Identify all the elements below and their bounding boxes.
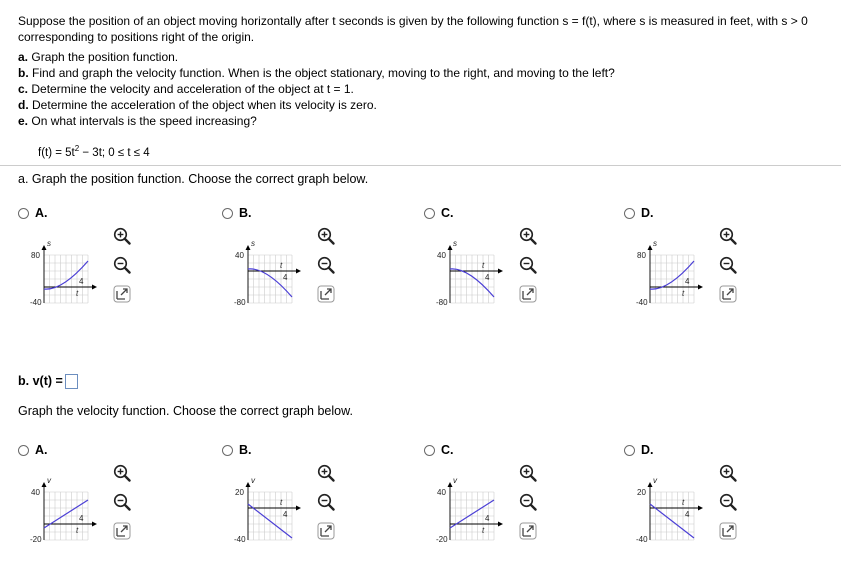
velocity-option-c-zoom-out-icon[interactable] [518,492,538,512]
position-option-b-bottom-tick: -80 [234,298,246,307]
part-a-text: a. Graph the position function. [18,50,179,64]
position-option-b-top-tick: 40 [235,251,244,260]
velocity-option-d-zoom-out-icon[interactable] [718,492,738,512]
velocity-option-b-label: B. [239,443,252,457]
velocity-option-a-radio[interactable] [18,445,29,456]
position-option-a-graph [30,237,100,309]
position-option-c-bottom-tick: -80 [436,298,448,307]
position-option-c-zoom-in-icon[interactable] [518,226,538,246]
velocity-option-c-label: C. [441,443,454,457]
velocity-option-d-label: D. [641,443,654,457]
position-option-c-radio[interactable] [424,208,435,219]
function-definition: $f(t) = 5t^2 - 3t$; 0 ≤ t ≤ 4 [38,144,150,159]
velocity-option-a-top-tick: 40 [31,488,40,497]
velocity-option-d-top-tick: 20 [637,488,646,497]
velocity-option-d-graph [636,474,706,546]
velocity-option-d-axis-name: v [653,476,657,485]
position-option-a-radio[interactable] [18,208,29,219]
position-option-d-graph [636,237,706,309]
velocity-option-a-zoom-in-icon[interactable] [112,463,132,483]
velocity-option-d-radio[interactable] [624,445,635,456]
position-option-d-axis-name: s [653,239,657,248]
velocity-option-b-t-tick: 4 [283,510,288,519]
velocity-option-c-graph [436,474,506,546]
velocity-option-d-t-tick: 4 [685,510,690,519]
position-option-c-t-label: t [482,261,485,270]
position-option-c-axis-name: s [453,239,457,248]
velocity-option-d-bottom-tick: -40 [636,535,648,544]
velocity-option-a-axis-name: v [47,476,51,485]
velocity-option-c-t-label: t [482,526,485,535]
position-option-a-zoom-in-icon[interactable] [112,226,132,246]
velocity-option-d-zoom-in-icon[interactable] [718,463,738,483]
velocity-option-b-top-tick: 20 [235,488,244,497]
velocity-option-a-zoom-out-icon[interactable] [112,492,132,512]
position-option-b-label: B. [239,206,252,220]
position-option-d-top-tick: 80 [637,251,646,260]
velocity-option-b[interactable] [222,443,252,457]
velocity-option-b-expand-icon[interactable] [317,522,335,540]
position-option-c-top-tick: 40 [437,251,446,260]
part-d-text: d. Determine the acceleration of the object when its velocity is zero. [18,98,377,112]
velocity-option-c-axis-name: v [453,476,457,485]
position-option-c-graph [436,237,506,309]
velocity-option-a-t-tick: 4 [79,514,84,523]
velocity-answer-input[interactable] [65,374,78,389]
position-option-b-radio[interactable] [222,208,233,219]
part-e-text: e. On what intervals is the speed increasing? [18,114,257,128]
position-option-a-expand-icon[interactable] [113,285,131,303]
velocity-option-b-t-label: t [280,498,283,507]
position-option-c-label: C. [441,206,454,220]
position-option-c-zoom-out-icon[interactable] [518,255,538,275]
velocity-option-c-top-tick: 40 [437,488,446,497]
velocity-option-c-expand-icon[interactable] [519,522,537,540]
position-option-a-t-tick: 4 [79,277,84,286]
position-option-a-label: A. [35,206,48,220]
velocity-option-c-bottom-tick: -20 [436,535,448,544]
velocity-option-b-zoom-in-icon[interactable] [316,463,336,483]
velocity-option-a-graph [30,474,100,546]
position-option-b-zoom-out-icon[interactable] [316,255,336,275]
velocity-option-a-bottom-tick: -20 [30,535,42,544]
part-b-text: b. Find and graph the velocity function. When is the object stationary, moving to the right, and moving to the left? [18,66,615,80]
velocity-option-d-t-label: t [682,498,685,507]
position-option-b-t-tick: 4 [283,273,288,282]
velocity-option-b-axis-name: v [251,476,255,485]
velocity-option-b-graph [234,474,304,546]
position-option-d[interactable] [624,206,654,220]
velocity-option-a-label: A. [35,443,48,457]
position-option-b-axis-name: s [251,239,255,248]
velocity-prompt: b. v(t) = [18,374,78,389]
part-c-text: c. Determine the velocity and acceleration of the object at t = 1. [18,82,354,96]
position-option-d-label: D. [641,206,654,220]
divider [0,165,841,166]
position-option-d-radio[interactable] [624,208,635,219]
position-option-c-expand-icon[interactable] [519,285,537,303]
velocity-option-a-t-label: t [76,526,79,535]
velocity-option-b-zoom-out-icon[interactable] [316,492,336,512]
position-option-c-t-tick: 4 [485,273,490,282]
velocity-option-b-bottom-tick: -40 [234,535,246,544]
position-option-d-zoom-in-icon[interactable] [718,226,738,246]
velocity-option-c-radio[interactable] [424,445,435,456]
position-option-d-expand-icon[interactable] [719,285,737,303]
velocity-option-d-expand-icon[interactable] [719,522,737,540]
position-option-c[interactable] [424,206,454,220]
position-option-b-zoom-in-icon[interactable] [316,226,336,246]
position-option-b-t-label: t [280,261,283,270]
velocity-option-c-t-tick: 4 [485,514,490,523]
velocity-option-b-radio[interactable] [222,445,233,456]
velocity-option-c-zoom-in-icon[interactable] [518,463,538,483]
position-option-d-t-tick: 4 [685,277,690,286]
part-a-question: a. Graph the position function. Choose the correct graph below. [18,172,369,186]
position-option-a-t-label: t [76,289,79,298]
position-option-d-bottom-tick: -40 [636,298,648,307]
position-option-b-expand-icon[interactable] [317,285,335,303]
velocity-option-d[interactable] [624,443,654,457]
problem-intro: Suppose the position of an object moving horizontally after t seconds is given by the following function s = f(t), where s is measured in feet, with s > 0 corresponding to positions right of the origin. [18,14,808,44]
position-option-a-axis-name: s [47,239,51,248]
position-option-a-bottom-tick: -40 [30,298,42,307]
velocity-option-c[interactable] [424,443,454,457]
position-option-d-zoom-out-icon[interactable] [718,255,738,275]
position-option-d-t-label: t [682,289,685,298]
position-option-b[interactable] [222,206,252,220]
problem-statement [18,13,828,129]
velocity-option-a-expand-icon[interactable] [113,522,131,540]
position-option-b-graph [234,237,304,309]
velocity-option-a[interactable] [18,443,48,457]
position-option-a-top-tick: 80 [31,251,40,260]
position-option-a[interactable] [18,206,48,220]
part-b-question: Graph the velocity function. Choose the correct graph below. [18,404,353,418]
position-option-a-zoom-out-icon[interactable] [112,255,132,275]
